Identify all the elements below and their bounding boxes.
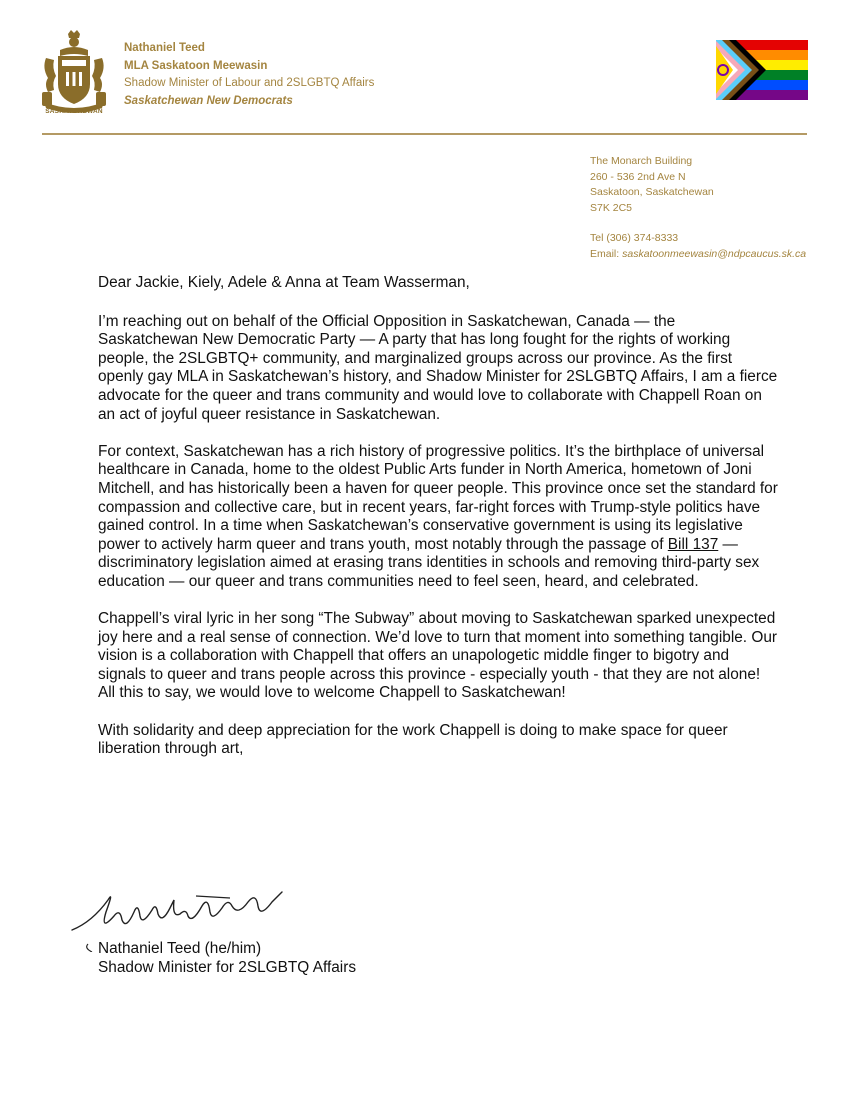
letterhead bbox=[124, 40, 374, 110]
salutation: Dear Jackie, Kiely, Adele & Anna at Team Wasserman, bbox=[98, 274, 470, 291]
building-name: The Monarch Building bbox=[590, 155, 693, 167]
address-block bbox=[590, 154, 806, 262]
letter-body bbox=[98, 274, 778, 777]
email-line bbox=[590, 247, 806, 263]
paragraph-2-text-end: — discriminatory legislation aimed at erasing trans identities in schools and removing third-party sex education — our queer and trans communities need to feel seen, heard, and celebrated. bbox=[98, 535, 760, 590]
city: Saskatoon, Saskatchewan bbox=[590, 186, 714, 198]
postal-code: S7K 2C5 bbox=[590, 201, 633, 214]
signatory-name: Nathaniel Teed (he/him) bbox=[98, 940, 262, 957]
header-divider bbox=[42, 133, 807, 135]
riding: MLA Saskatoon Meewasin bbox=[124, 59, 268, 72]
paragraph-2-text: For context, Saskatchewan has a rich history of progressive politics. It’s the birthplace of universal healthcare in Canada, home to the oldest Public Arts funder in North America, hometown of Joni Mitchell, and has historically been a haven for queer people. This province once set the standard for compassion and collective care, but in recent years, far-right forces with Trump-style politics have gained control. In a time when Saskatchewan’s conservative government is using its legislative power to actively harm queer and trans youth, most notably through the passage of bbox=[98, 442, 778, 553]
party-name: Saskatchewan New Democrats bbox=[124, 94, 293, 107]
bill-137-link[interactable]: Bill 137 bbox=[667, 535, 719, 553]
mla-name: Nathaniel Teed bbox=[124, 42, 205, 54]
telephone: Tel (306) 374-8333 bbox=[590, 232, 679, 244]
mla-role: Shadow Minister of Labour and 2SLGBTQ Affairs bbox=[124, 77, 375, 89]
crest-label: SASKATCHEWAN bbox=[45, 108, 103, 115]
email-address[interactable]: saskatoonmeewasin@ndpcaucus.sk.ca bbox=[622, 247, 807, 260]
paragraph-3: Chappell’s viral lyric in her song “The Subway” about moving to Saskatchewan sparked unexpected joy here and a real sense of connection. We’d love to turn that moment into something tangible. Our vision is a collaboration with Chappell that offers an unapologetic middle finger to bigotry and signals to queer and trans people across this province - especially youth - that they are not alone! All this to say, we would love to welcome Chappell to Saskatchewan! bbox=[98, 610, 778, 702]
paragraph-1: I’m reaching out on behalf of the Official Opposition in Saskatchewan, Canada — the Saskatchewan New Democratic Party — A party that has long fought for the rights of working people, the 2SLGBTQ+ community, and marginalized groups across our province. As the first openly gay MLA in Saskatchewan’s history, and Shadow Minister for 2SLGBTQ Affairs, I am a fierce advocate for the queer and trans community and would love to collaborate with Chappell Roan on an act of joyful queer resistance in Saskatchewan. bbox=[98, 312, 778, 423]
closing: With solidarity and deep appreciation for the work Chappell is doing to make space for queer liberation through art, bbox=[98, 721, 728, 758]
street-address: 260 - 536 2nd Ave N bbox=[590, 170, 686, 183]
progress-pride-flag-icon bbox=[716, 40, 808, 100]
email-label: Email: bbox=[590, 247, 620, 260]
saskatchewan-crest-icon bbox=[38, 28, 110, 120]
signature-block bbox=[98, 940, 356, 977]
paragraph-2 bbox=[98, 443, 778, 592]
signatory-title: Shadow Minister for 2SLGBTQ Affairs bbox=[98, 958, 357, 976]
